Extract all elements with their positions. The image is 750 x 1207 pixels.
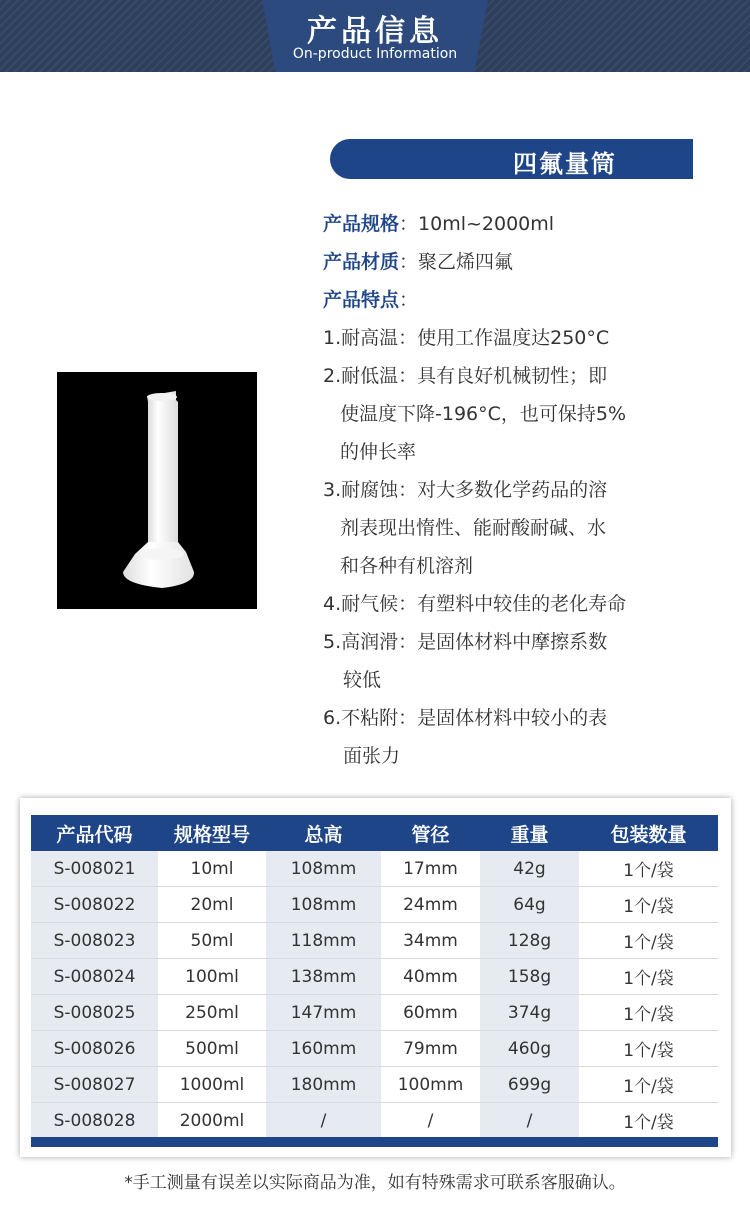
spec-material-value: 聚乙烯四氟 <box>418 251 514 273</box>
ptfe-measuring-cylinder-photo <box>57 372 257 609</box>
table-cell: 40mm <box>381 959 480 995</box>
footnote: *手工测量有误差以实际商品为准，如有特殊需求可联系客服确认。 <box>124 1173 626 1193</box>
table-cell: S-008022 <box>31 887 158 923</box>
table-row <box>31 923 718 959</box>
table-cell: S-008021 <box>31 851 158 887</box>
table-cell: 138mm <box>266 959 381 995</box>
table-row <box>31 851 718 887</box>
table-footer-bar <box>31 1137 718 1147</box>
table-cell: 1个/袋 <box>579 959 718 995</box>
table-cell: S-008026 <box>31 1031 158 1067</box>
table-cell: S-008025 <box>31 995 158 1031</box>
table-cell: S-008023 <box>31 923 158 959</box>
table-cell: 20ml <box>158 887 266 923</box>
feature-low-temp <box>323 357 683 471</box>
cylinder-icon <box>57 372 257 609</box>
feature-line: 2.耐低温：具有良好机械韧性；即 <box>323 365 608 387</box>
table-cell: 108mm <box>266 887 381 923</box>
feature-line: 5.高润滑：是固体材料中摩擦系数 <box>323 631 608 653</box>
table-cell: 64g <box>480 887 579 923</box>
feature-weather <box>323 585 683 623</box>
table-cell: 100ml <box>158 959 266 995</box>
feature-line: 剂表现出惰性、能耐酸耐碱、水 <box>340 517 607 539</box>
spec-table <box>31 815 718 1138</box>
feature-line: 6.不粘附：是固体材料中较小的表 <box>323 707 608 729</box>
table-cell: 1000ml <box>158 1067 266 1103</box>
table-cell: S-008027 <box>31 1067 158 1103</box>
feature-line: 面张力 <box>343 745 401 767</box>
column-header: 规格型号 <box>158 815 266 851</box>
feature-line: 4.耐气候：有塑料中较佳的老化寿命 <box>323 593 627 615</box>
feature-line: 的伸长率 <box>340 441 417 463</box>
column-header: 重量 <box>480 815 579 851</box>
feature-corrosion <box>323 471 683 585</box>
feature-high-temp <box>323 319 683 357</box>
column-header: 产品代码 <box>31 815 158 851</box>
feature-lubrication <box>323 623 683 699</box>
table-header-row <box>31 815 718 851</box>
table-cell: 42g <box>480 851 579 887</box>
column-header: 包装数量 <box>579 815 718 851</box>
table-cell: S-008028 <box>31 1103 158 1138</box>
table-cell: 17mm <box>381 851 480 887</box>
table-cell: 158g <box>480 959 579 995</box>
table-cell: 374g <box>480 995 579 1031</box>
table-cell: 1个/袋 <box>623 1113 674 1133</box>
header-title: 产品信息 <box>307 14 443 49</box>
table-row <box>31 959 718 995</box>
table-cell: 1个/袋 <box>579 1031 718 1067</box>
spec-size <box>323 205 554 243</box>
spec-material-label: 产品材质 <box>323 251 400 273</box>
table-row <box>31 1031 718 1067</box>
spec-size-sep: ： <box>399 213 419 235</box>
table-row <box>31 1067 718 1103</box>
product-title: 四氟量筒 <box>513 150 617 178</box>
spec-material <box>323 243 513 281</box>
table-cell: S-008024 <box>31 959 158 995</box>
table-cell: 79mm <box>381 1031 480 1067</box>
spec-features-label: 产品特点 <box>323 289 400 311</box>
table-cell: / <box>480 1103 579 1138</box>
header-subtitle: On-product Information <box>292 46 458 62</box>
spec-size-value: 10ml~2000ml <box>418 213 555 235</box>
table-cell: 180mm <box>266 1067 381 1103</box>
table-cell: 2000ml <box>179 1110 245 1131</box>
table-cell: 1个/袋 <box>579 995 718 1031</box>
table-cell: / <box>266 1103 381 1138</box>
table-row <box>31 887 718 923</box>
table-cell: 1个/袋 <box>579 923 718 959</box>
table-cell: 699g <box>480 1067 579 1103</box>
table-cell: 1个/袋 <box>579 851 718 887</box>
product-title-bar <box>330 139 693 179</box>
spec-material-sep: ： <box>399 251 419 273</box>
table-row <box>31 995 718 1031</box>
table-cell: 147mm <box>266 995 381 1031</box>
table-cell: / <box>427 1110 434 1131</box>
feature-line: 和各种有机溶剂 <box>340 555 474 577</box>
table-cell: 1个/袋 <box>579 1067 718 1103</box>
table-cell: 500ml <box>158 1031 266 1067</box>
table-row <box>31 1103 718 1138</box>
table-cell: 100mm <box>381 1067 480 1103</box>
table-cell: 128g <box>480 923 579 959</box>
table-cell: 108mm <box>266 851 381 887</box>
feature-line: 使温度下降-196°C，也可保持5% <box>340 403 627 425</box>
table-cell: 118mm <box>266 923 381 959</box>
table-cell: 460g <box>480 1031 579 1067</box>
spec-features-sep: ： <box>399 289 419 311</box>
spec-size-label: 产品规格 <box>323 213 400 235</box>
feature-line: 1.耐高温：使用工作温度达250°C <box>323 327 610 349</box>
table-cell: 50ml <box>158 923 266 959</box>
table-cell: 24mm <box>381 887 480 923</box>
spec-features <box>323 281 418 319</box>
column-header: 管径 <box>381 815 480 851</box>
table-cell: 34mm <box>381 923 480 959</box>
table-cell: 60mm <box>381 995 480 1031</box>
column-header: 总高 <box>266 815 381 851</box>
feature-line: 较低 <box>343 669 382 691</box>
table-cell: 1个/袋 <box>579 887 718 923</box>
table-cell: 250ml <box>158 995 266 1031</box>
feature-line: 3.耐腐蚀：对大多数化学药品的溶 <box>323 479 608 501</box>
feature-non-stick <box>323 699 683 775</box>
table-cell: 10ml <box>158 851 266 887</box>
table-cell: 160mm <box>266 1031 381 1067</box>
